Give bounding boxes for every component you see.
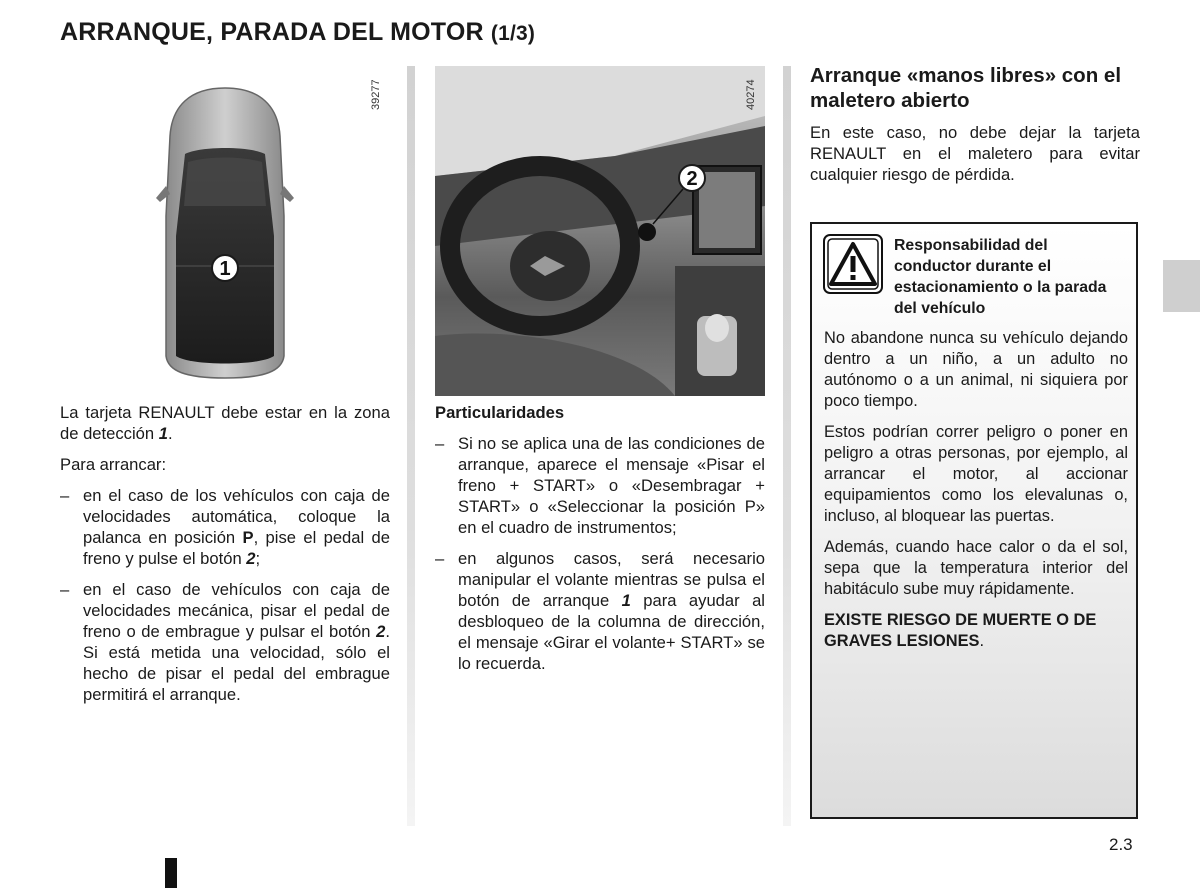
column-2-text	[435, 402, 765, 684]
handsfree-paragraph: En este caso, no debe dejar la tarjeta RENAULT en el maletero para evitar cualquier riesgo de pérdida.	[810, 123, 1140, 184]
page-title-part: (1/3)	[490, 22, 536, 45]
figure-dashboard	[435, 66, 765, 396]
list-item-manual: – en el caso de vehículos con caja de velocidades mecánica, pisar el pedal de freno o de embrague y pulsar el botón 2. Si está metida una velocidad, sólo el hecho de pisar el pedal del embrague permitirá el arranque.	[60, 580, 390, 704]
warning-title: Responsabilidad del conductor durante el estacionamiento o la parada del vehículo	[894, 237, 1107, 317]
car-top-view-illustration	[60, 66, 390, 396]
warning-paragraph-2: Estos podrían correr peligro o poner en peligro a otras personas, por ejemplo, al arrancar el motor, al accionar equipamientos como los elevalunas o, incluso, al bloquear las puertas.	[824, 423, 1128, 525]
figure2-code: 40274	[745, 79, 757, 110]
page-title-main: ARRANQUE, PARADA DEL MOTOR	[60, 18, 484, 46]
column-1-text	[60, 402, 390, 715]
warning-box	[810, 222, 1138, 819]
column-separator-left	[407, 66, 415, 826]
dashboard-illustration	[435, 66, 765, 396]
to-start-label: Para arrancar:	[60, 455, 167, 474]
list-item-steering-wheel: – en algunos casos, será necesario manipular el volante mientras se pulsa el botón de arranque 1 para ayudar al desbloqueo de la columna de dirección, el mensaje «Girar el volante+ START» se lo recuerda.	[435, 549, 765, 673]
section-tab	[1163, 260, 1200, 312]
figure1-code: 39277	[370, 79, 382, 110]
column-separator-right	[783, 66, 791, 826]
warning-triangle-icon	[823, 234, 883, 294]
detection-zone-paragraph: La tarjeta RENAULT debe estar en la zona de detección 1.	[60, 403, 390, 443]
list-item-start-conditions: – Si no se aplica una de las condiciones de arranque, aparece el mensaje «Pisar el freno + START» o «Desembragar + START» o «Seleccionar la posición P» en el cuadro de instrumentos;	[435, 434, 765, 537]
warning-body	[824, 328, 1128, 662]
figure-car-top-view	[60, 66, 390, 396]
crop-mark	[165, 858, 177, 888]
page-number: 2.3	[1109, 835, 1133, 854]
page-title	[60, 18, 535, 47]
warning-paragraph-3: Además, cuando hace calor o da el sol, sepa que la temperatura interior del habitáculo sube muy rápidamente.	[824, 538, 1128, 598]
handsfree-heading: Arranque «manos libres» con el maletero abierto	[810, 64, 1122, 112]
list-item-automatic: – en el caso de los vehículos con caja de velocidades automática, coloque la palanca en posición P, pise el pedal de freno y pulse el botón 2;	[60, 486, 391, 568]
warning-paragraph-4: EXISTE RIESGO DE MUERTE O DE GRAVES LESIONES.	[824, 611, 1097, 650]
callout-label-2: 2	[686, 168, 698, 190]
callout-label-1: 1	[219, 258, 231, 280]
warning-paragraph-1: No abandone nunca su vehículo dejando dentro a un niño, a un adulto no autónomo o a un animal, ni siquiera por poco tiempo.	[824, 329, 1128, 410]
particularities-heading: Particularidades	[435, 403, 565, 422]
